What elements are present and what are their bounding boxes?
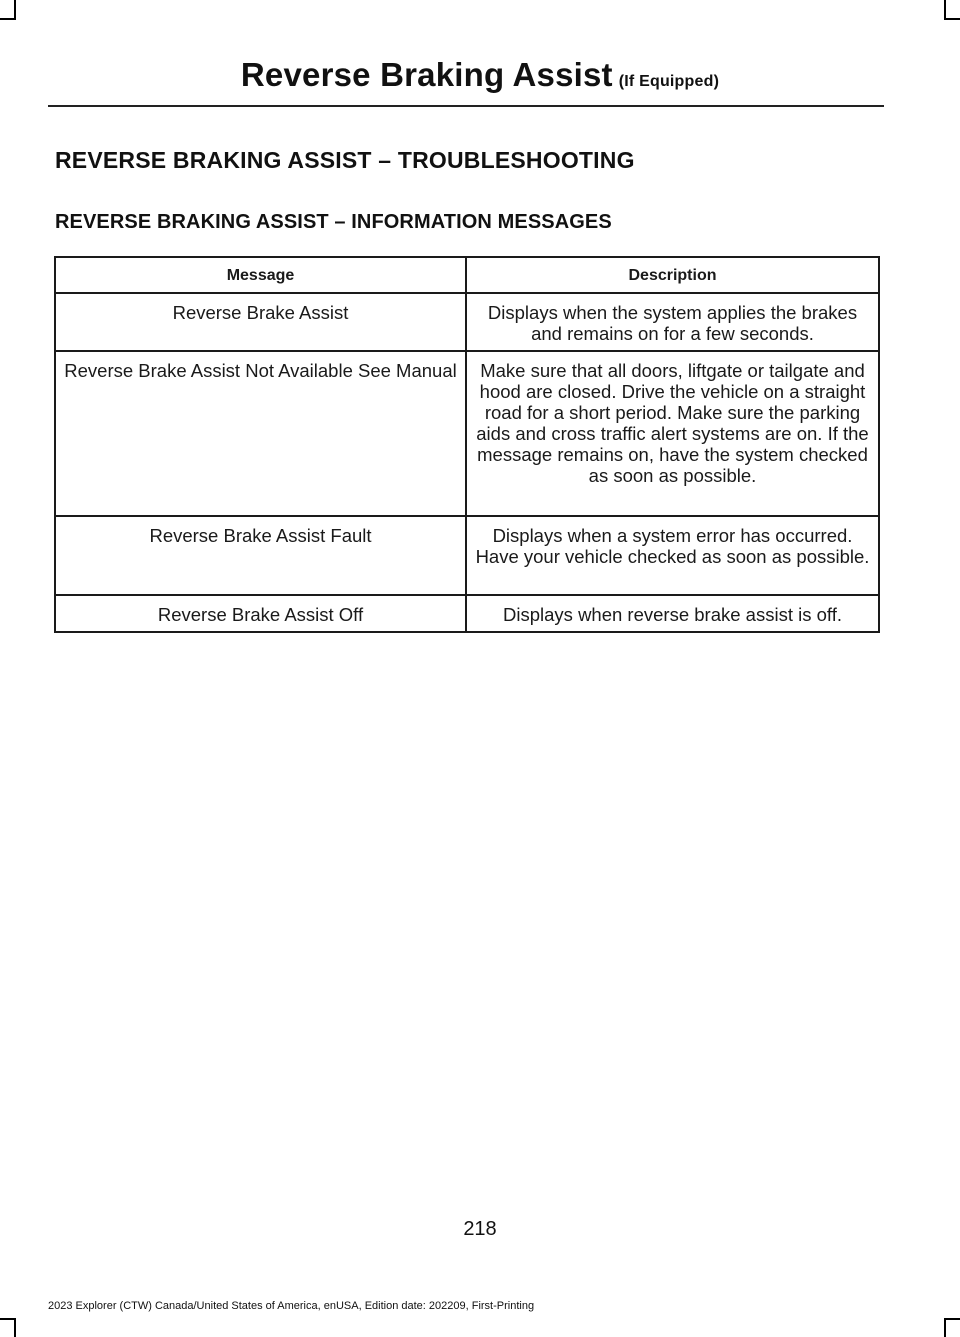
message-cell: Reverse Brake Assist [55,293,466,351]
page-number: 218 [463,1218,497,1240]
table-row [55,595,879,632]
footer-edition-info: 2023 Explorer (CTW) Canada/United States of America, enUSA, Edition date: 202209, First-Printing [48,1300,535,1312]
running-head-subtitle: (If Equipped) [618,73,720,90]
message-cell: Reverse Brake Assist Off [55,595,466,632]
crop-mark-bottom-left [14,1319,16,1337]
description-cell: Displays when reverse brake assist is off. [466,595,879,632]
subsection-title: REVERSE BRAKING ASSIST – INFORMATION MESSAGES [55,211,612,233]
column-header-description: Description [466,257,879,293]
table-row [55,351,879,516]
description-cell: Displays when the system applies the brakes and remains on for a few seconds. [466,293,879,351]
crop-mark-bottom-right [944,1319,946,1337]
running-head [0,56,960,94]
running-head-title: Reverse Braking Assist [240,56,613,93]
crop-mark-bottom-left [0,1318,16,1320]
table-row [55,516,879,595]
table-row [55,293,879,351]
crop-mark-bottom-right [944,1318,960,1320]
column-header-message: Message [55,257,466,293]
description-cell: Make sure that all doors, liftgate or tailgate and hood are closed. Drive the vehicle on a straight road for a short period. Make sure the parking aids and cross traffic alert systems are on. If the message remains on, have the system checked as soon as possible. [466,351,879,516]
crop-mark-top-right [944,0,946,18]
crop-mark-top-left [14,0,16,18]
header-rule [48,105,884,107]
message-cell: Reverse Brake Assist Not Available See Manual [55,351,466,516]
crop-mark-top-left [0,18,16,20]
description-cell: Displays when a system error has occurred. Have your vehicle checked as soon as possible. [466,516,879,595]
information-messages-table [54,256,880,633]
section-title: REVERSE BRAKING ASSIST – TROUBLESHOOTING [55,147,635,173]
crop-mark-top-right [944,18,960,20]
message-cell: Reverse Brake Assist Fault [55,516,466,595]
table-header-row [55,257,879,293]
